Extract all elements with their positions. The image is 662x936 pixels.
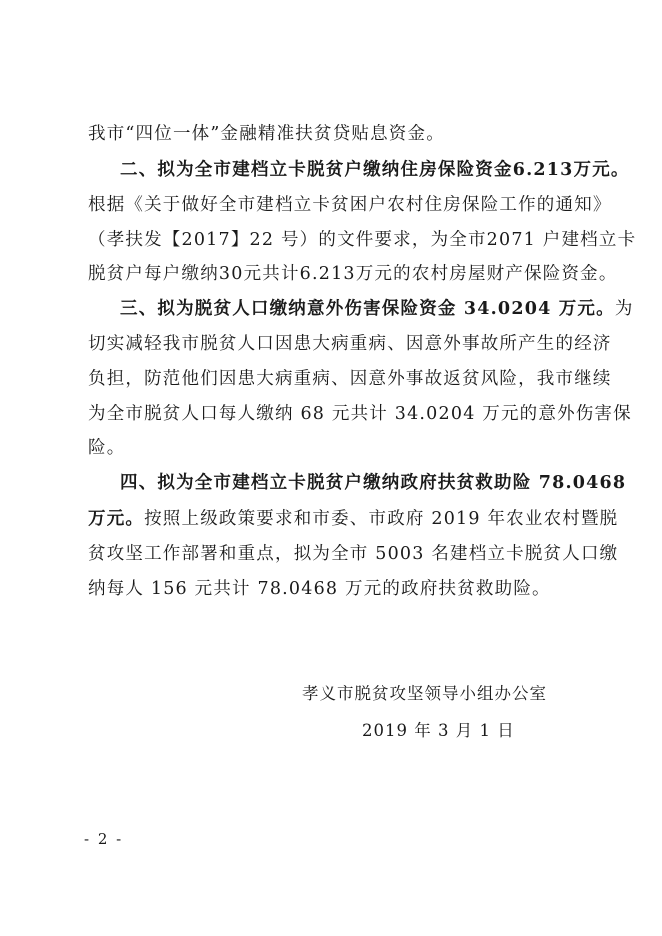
section-4-heading-line-1: 四、拟为全市建档立卡脱贫户缴纳政府扶贫救助险 78.0468 xyxy=(120,473,627,493)
section-4-line-3: 贫攻坚工作部署和重点，拟为全市 5003 名建档立卡脱贫人口缴 xyxy=(88,544,619,564)
section-3-line-2: 切实减轻我市脱贫人口因患大病重病、因意外事故所产生的经济 xyxy=(88,334,612,354)
section-3-heading: 三、拟为脱贫人口缴纳意外伤害保险资金 34.0204 万元。 xyxy=(120,299,615,319)
paragraph-0-line-1: 我市“四位一体”金融精准扶贫贷贴息资金。 xyxy=(88,124,445,144)
section-3-heading-tail: 为 xyxy=(614,299,634,319)
page-number: - 2 - xyxy=(84,830,124,848)
section-3-line-3: 负担，防范他们因患大病重病、因意外事故返贫风险，我市继续 xyxy=(88,369,612,389)
section-3-line-4: 为全市脱贫人口每人缴纳 68 元共计 34.0204 万元的意外伤害保 xyxy=(88,404,632,424)
section-4-line-4: 纳每人 156 元共计 78.0468 万元的政府扶贫救助险。 xyxy=(88,579,551,599)
section-2-line-4: 脱贫户每户缴纳30元共计6.213万元的农村房屋财产保险资金。 xyxy=(88,264,618,284)
section-4-line-2 xyxy=(88,507,618,531)
section-3-heading-line xyxy=(120,297,634,321)
section-2-line-2: 根据《关于做好全市建档立卡贫困户农村住房保险工作的通知》 xyxy=(88,195,612,215)
section-3-line-5: 险。 xyxy=(88,438,126,458)
signature-org: 孝义市脱贫攻坚领导小组办公室 xyxy=(302,684,547,703)
section-4-heading-line-2: 万元。 xyxy=(88,509,145,529)
section-4-line-2-tail: 按照上级政策要求和市委、市政府 2019 年农业农村暨脱 xyxy=(144,509,619,529)
section-2-line-3: （孝扶发【2017】22 号）的文件要求，为全市2071 户建档立卡 xyxy=(88,230,637,250)
signature-date: 2019 年 3 月 1 日 xyxy=(362,721,515,740)
section-2-heading: 二、拟为全市建档立卡脱贫户缴纳住房保险资金6.213万元。 xyxy=(120,160,630,180)
